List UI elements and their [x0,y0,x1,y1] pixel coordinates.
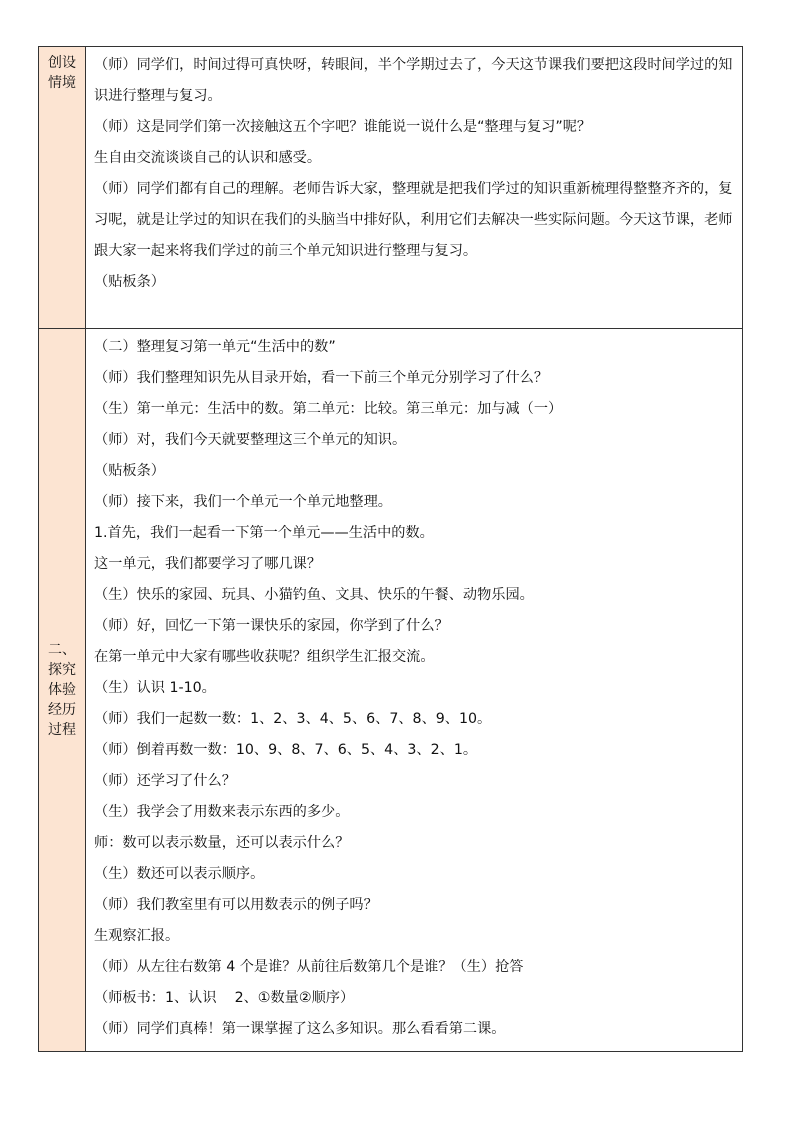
paragraph: （师板书：1、认识 2、①数量②顺序） [94,990,355,1006]
paragraph: （贴板条） [94,274,165,290]
paragraph: （生）第一单元：生活中的数。第二单元：比较。第三单元：加与减（一） [94,401,563,417]
paragraph: （师）我们一起数一数：1、2、3、4、5、6、7、8、9、10。 [94,711,492,727]
paragraph: （师）好，回忆一下第一课快乐的家园，你学到了什么？ [94,618,449,634]
section-row-scenario [39,47,743,329]
paragraph: （师）接下来，我们一个单元一个单元地整理。 [94,494,392,510]
paragraph: （师）对，我们今天就要整理这三个单元的知识。 [94,432,407,448]
paragraph: （师）从左往右数第 4 个是谁？从前往后数第几个是谁？（生）抢答 [94,959,524,975]
paragraph: 师：数可以表示数量，还可以表示什么？ [94,835,350,851]
paragraph: （贴板条） [94,463,165,479]
paragraph: 生观察汇报。 [94,928,180,944]
paragraph: （师）同学们，时间过得可真快呀，转眼间，半个学期过去了，今天这节课我们要把这段时间学过的知识进行整理与复习。 [94,57,733,104]
paragraph: （师）倒着再数一数：10、9、8、7、6、5、4、3、2、1。 [94,742,478,758]
section-row-explore [39,329,743,1052]
paragraph: （师）同学们都有自己的理解。老师告诉大家，整理就是把我们学过的知识重新梳理得整整齐齐的，复习呢，就是让学过的知识在我们的头脑当中排好队，利用它们去解决一些实际问题。今天这节课，老师跟大家一起来将我们学过的前三个单元知识进行整理与复习。 [94,181,733,259]
paragraph: （师）同学们真棒！第一课掌握了这么多知识。那么看看第二课。 [94,1021,506,1037]
paragraph: （生）数还可以表示顺序。 [94,866,265,882]
lesson-plan-table [38,46,743,1052]
paragraph: 这一单元，我们都要学习了哪几课？ [94,556,322,572]
paragraph: 生自由交流谈谈自己的认识和感受。 [94,150,322,166]
paragraph: 在第一单元中大家有哪些收获呢？组织学生汇报交流。 [94,649,435,665]
section-label: 二、探究体验经历过程 [48,642,76,738]
paragraph: （师）还学习了什么？ [94,773,236,789]
section-label-cell [39,329,86,1052]
paragraph: （师）我们整理知识先从目录开始，看一下前三个单元分别学习了什么？ [94,370,549,386]
section-content-cell [86,329,743,1052]
paragraph: （师）我们教室里有可以用数表示的例子吗？ [94,897,378,913]
paragraph: （生）快乐的家园、玩具、小猫钓鱼、文具、快乐的午餐、动物乐园。 [94,587,534,603]
section-content-cell [86,47,743,329]
section-label-cell [39,47,86,329]
paragraph: （二）整理复习第一单元“生活中的数” [94,339,336,355]
paragraph: （生）我学会了用数来表示东西的多少。 [94,804,350,820]
paragraph: （师）这是同学们第一次接触这五个字吧？谁能说一说什么是“整理与复习”呢？ [94,119,592,135]
paragraph: （生）认识 1-10。 [94,680,216,696]
section-label: 创设情境 [48,55,76,91]
paragraph: 1.首先，我们一起看一下第一个单元——生活中的数。 [94,525,434,541]
